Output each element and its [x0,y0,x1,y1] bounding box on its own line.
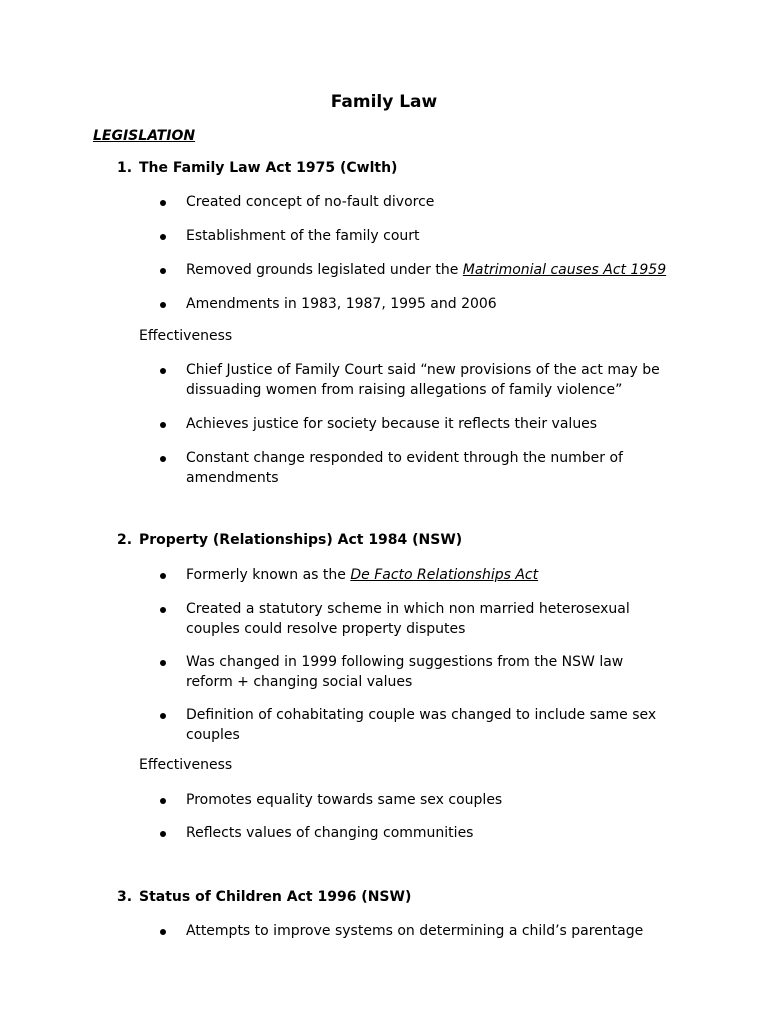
effectiveness-label: Effectiveness [139,757,233,773]
bullet-icon [160,268,166,274]
bullet-icon [160,929,166,935]
act-title: Status of Children Act 1996 (NSW) [139,889,412,905]
bullet-text: Definition of cohabitating couple was changed to include same sex couples [186,707,657,743]
act-title: The Family Law Act 1975 (Cwlth) [139,160,398,176]
bullet-icon [160,798,166,804]
bullet-icon [160,573,166,579]
page-title: Family Law [330,92,438,112]
bullet-text-prefix: Formerly known as the [186,567,351,583]
bullet-text: Amendments in 1983, 1987, 1995 and 2006 [186,296,497,312]
bullet-text: Attempts to improve systems on determining a child’s parentage [186,923,644,939]
section-heading: LEGISLATION [93,128,196,144]
act-number: 2. [117,532,133,548]
bullet-text-prefix: Removed grounds legislated under the [186,262,463,278]
bullet-text: Created a statutory scheme in which non married heterosexual couples could resolve property disputes [186,601,630,637]
bullet-text [186,565,686,585]
bullet-text: Created concept of no-fault divorce [186,194,435,210]
bullet-text: Achieves justice for society because it reflects their values [186,416,598,432]
bullet-icon [160,422,166,428]
bullet-text: Constant change responded to evident through the number of amendments [186,450,623,486]
bullet-icon [160,713,166,719]
act-number: 1. [117,160,133,176]
bullet-icon [160,831,166,837]
act-heading-3 [117,889,617,909]
effectiveness-label: Effectiveness [139,328,233,344]
bullet-icon [160,302,166,308]
bullet-text: Promotes equality towards same sex couples [186,792,503,808]
act-heading-2 [117,532,617,552]
act-reference: Matrimonial causes Act 1959 [462,262,667,278]
bullet-icon [160,200,166,206]
bullet-text: Chief Justice of Family Court said “new provisions of the act may be dissuading women from raising allegations of family violence” [186,362,660,398]
act-title: Property (Relationships) Act 1984 (NSW) [139,532,463,548]
bullet-icon [160,607,166,613]
bullet-icon [160,660,166,666]
bullet-icon [160,456,166,462]
act-number: 3. [117,889,133,905]
bullet-text: Establishment of the family court [186,228,420,244]
bullet-icon [160,234,166,240]
bullet-icon [160,368,166,374]
bullet-text [186,260,686,280]
act-heading-1 [117,160,617,180]
bullet-text: Reflects values of changing communities [186,825,474,841]
bullet-text: Was changed in 1999 following suggestions from the NSW law reform + changing social values [186,654,624,690]
act-reference: De Facto Relationships Act [350,567,539,583]
